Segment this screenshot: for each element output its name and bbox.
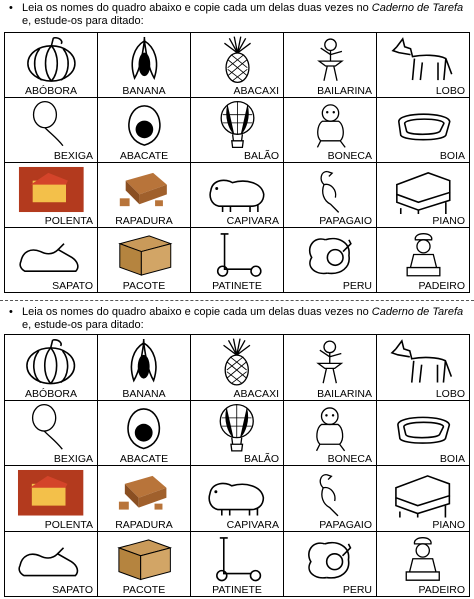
rapadura-image [98,165,190,214]
word-cell [5,531,98,597]
doll-icon [284,100,376,149]
word-label: BEXIGA [53,453,93,465]
ballerina-icon [284,337,376,387]
instruction-italic: Caderno de Tarefa [371,306,464,318]
baker-icon [377,230,469,279]
piano-icon [377,165,469,214]
word-label: PACOTE [122,584,166,596]
turkey-icon [284,534,376,584]
grid-row [5,228,470,293]
word-cell [98,466,191,532]
word-cell [98,228,191,293]
word-label: BANANA [122,387,166,400]
word-label: BONECA [327,453,372,465]
word-cell [98,98,191,163]
word-cell [98,335,191,401]
word-label: PIANO [432,215,465,227]
bullet: • [9,306,13,318]
word-cell [5,400,98,466]
word-cell [5,466,98,532]
shoe-icon [5,534,97,584]
piano-icon [377,468,469,518]
word-label: ABACATE [119,453,169,465]
parrot-icon [284,468,376,518]
word-cell [191,400,284,466]
word-label: PAPAGAIO [319,215,372,227]
word-cell [377,531,470,597]
balloon-icon [5,403,97,453]
raft-icon [377,100,469,149]
word-cell [191,228,284,293]
word-grid-1 [4,32,470,293]
word-cell [5,335,98,401]
word-label: PATINETE [212,584,262,596]
word-cell [284,98,377,163]
word-label: PATINETE [212,280,262,292]
word-cell [377,228,470,293]
word-label: BALÃO [243,453,279,465]
grid-row [5,531,470,597]
pineapple-icon [191,35,283,84]
word-grid-2 [4,334,470,597]
word-label: SAPATO [52,280,93,292]
instruction-text: Leia os nomes do quadro abaixo e copie cada um delas duas vezes no [22,2,372,14]
polenta-image [5,165,97,214]
avocado-icon [98,403,190,453]
instruction-text-end: e, estude-os para ditado: [22,319,144,331]
package-icon [98,230,190,279]
word-label: LOBO [435,387,465,400]
word-cell [284,228,377,293]
pumpkin-icon [5,337,97,387]
turkey-icon [284,230,376,279]
baker-icon [377,534,469,584]
word-label: PACOTE [122,280,166,292]
word-label: PIANO [432,518,465,531]
word-cell [98,400,191,466]
doll-icon [284,403,376,453]
instruction-text: Leia os nomes do quadro abaixo e copie cada um delas duas vezes no [22,306,372,318]
hot-air-balloon-icon [191,100,283,149]
word-label: PADEIRO [418,584,465,596]
word-cell [284,163,377,228]
word-cell [284,400,377,466]
word-cell [98,531,191,597]
word-cell [191,33,284,98]
word-label: RAPADURA [115,215,173,227]
word-cell [284,335,377,401]
capybara-icon [191,165,283,214]
wolf-icon [377,337,469,387]
capybara-icon [191,468,283,518]
word-label: BOIA [439,150,465,162]
word-label: ABÓBORA [25,387,77,400]
word-label: PERU [342,280,372,292]
word-label: ABACATE [119,150,169,162]
word-cell [191,163,284,228]
word-cell [5,98,98,163]
shoe-icon [5,230,97,279]
scooter-icon [191,534,283,584]
word-label: BONECA [327,150,372,162]
word-label: PERU [342,584,372,596]
grid-row [5,335,470,401]
balloon-icon [5,100,97,149]
word-cell [191,98,284,163]
word-label: BALÃO [243,150,279,162]
package-icon [98,534,190,584]
grid-row [5,466,470,532]
word-label: ABACAXI [233,85,279,97]
avocado-icon [98,100,190,149]
word-label: PAPAGAIO [319,518,372,531]
word-label: ABACAXI [233,387,279,400]
word-label: RAPADURA [115,518,173,531]
word-cell [377,98,470,163]
polenta-image [5,468,97,518]
word-label: PADEIRO [418,280,465,292]
word-label: CAPIVARA [226,215,279,227]
word-label: BOIA [439,453,465,465]
grid-row [5,33,470,98]
word-cell [191,531,284,597]
word-cell [284,33,377,98]
word-label: BAILARINA [317,387,372,400]
grid-row [5,98,470,163]
banana-icon [98,35,190,84]
word-label: CAPIVARA [226,518,279,531]
word-label: POLENTA [44,518,93,531]
word-cell [377,335,470,401]
word-label: LOBO [435,85,465,97]
word-cell [98,163,191,228]
word-label: BANANA [122,85,166,97]
word-cell [377,33,470,98]
word-cell [377,163,470,228]
parrot-icon [284,165,376,214]
word-cell [284,466,377,532]
instruction-text-end: e, estude-os para ditado: [22,15,144,27]
word-cell [191,335,284,401]
word-cell [5,228,98,293]
word-cell [377,466,470,532]
rapadura-image [98,468,190,518]
word-label: BAILARINA [317,85,372,97]
word-cell [284,531,377,597]
word-cell [98,33,191,98]
grid-row [5,400,470,466]
hot-air-balloon-icon [191,403,283,453]
word-cell [5,33,98,98]
ballerina-icon [284,35,376,84]
bullet: • [9,2,13,14]
word-label: ABÓBORA [25,85,77,97]
raft-icon [377,403,469,453]
pumpkin-icon [5,35,97,84]
word-label: POLENTA [44,215,93,227]
banana-icon [98,337,190,387]
word-cell [5,163,98,228]
pineapple-icon [191,337,283,387]
dashed-divider [0,300,474,301]
grid-row [5,163,470,228]
word-label: BEXIGA [53,150,93,162]
scooter-icon [191,230,283,279]
wolf-icon [377,35,469,84]
word-cell [377,400,470,466]
instruction-italic: Caderno de Tarefa [371,2,464,14]
word-cell [191,466,284,532]
word-label: SAPATO [52,584,93,596]
